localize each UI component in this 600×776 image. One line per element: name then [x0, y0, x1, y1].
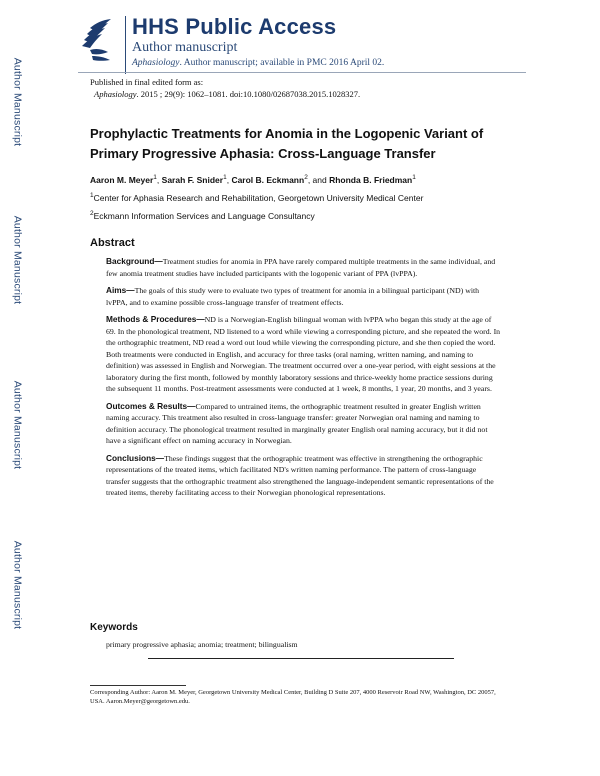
abstract-section-aims: Aims—The goals of this study were to evaluate two types of treatment for anomia in a bilingual participant (ND) with lvPPA, and to examine possible cross-language transfer of treatment effects.	[106, 285, 480, 307]
publication-info: Published in final edited form as: Aphasiology. 2015 ; 29(9): 1062–1081. doi:10.1080/02687038.2015.1028327.	[90, 76, 550, 100]
hhs-header	[78, 10, 518, 72]
abstract-section-methods: Methods & Procedures—ND is a Norwegian-English bilingual woman with lvPPA who began this study at the age of 69. In the phonological treatment, ND listened to a word while viewing a corresponding picture, and she repeated the word. In the orthographic treatment, ND read a word out loud while viewing the corresponding picture, and she then copied the word. Both treatments were conducted in English, and accuracy for three tasks (oral naming, written naming, and naming to definition) was assessed in English and Norwegian. The treatment occurred over a one-year period, with eight sessions at the laboratory during the first month, followed by monthly laboratory sessions and thrice-weekly home practice sessions during the subsequent 11 months. Post-treatment assessments were conducted at 1 week, 8 months, 1 year, 20 months, and 3 years.	[106, 314, 501, 393]
section-divider	[148, 658, 454, 659]
author: Rhonda B. Friedman$^1$	[329, 174, 416, 185]
abstract-section-results: Outcomes & Results—Compared to untrained items, the orthographic treatment resulted in greater English written naming accuracy. This treatment also resulted in cross-language transfer: greater Norwegian oral naming and naming to definition accuracy. The phonological treatment resulted in marginally greater English oral naming accuracy, but it did not have a significant effect on naming accuracy in Norwegian.	[106, 400, 488, 445]
side-label: Author Manuscript	[11, 540, 24, 630]
affiliation: $^1$Center for Aphasia Research and Rehabilitation, Georgetown University Medical Center	[90, 192, 424, 203]
journal-name: Aphasiology	[132, 58, 180, 68]
author-manuscript-label: Author manuscript	[132, 40, 238, 55]
header-divider	[125, 16, 126, 74]
hhs-eagle-logo-icon	[78, 16, 120, 62]
keywords-heading: Keywords	[90, 622, 138, 633]
affiliation: $^2$Eckmann Information Services and Language Consultancy	[90, 210, 315, 221]
abstract-body	[106, 256, 501, 505]
side-label: Author Manuscript	[11, 57, 24, 147]
abstract-section-background: Background—Treatment studies for anomia in PPA have rarely compared multiple treatments in the same individual, and few anomia treatment studies have included participants with the logopenic variant of PPA (lvPPA).	[106, 256, 496, 278]
author-list	[90, 174, 530, 185]
side-label: Author Manuscript	[11, 215, 24, 305]
keywords-list: primary progressive aphasia; anomia; treatment; bilingualism	[106, 640, 298, 649]
side-label: Author Manuscript	[11, 380, 24, 470]
availability-line: Aphasiology. Author manuscript; available in PMC 2016 April 02.	[132, 58, 385, 68]
hhs-title: HHS Public Access	[132, 14, 337, 39]
footnote-rule	[90, 685, 186, 686]
header-rule	[78, 72, 526, 73]
author: Carol B. Eckmann$^2$, and	[231, 174, 330, 185]
citation: Aphasiology. 2015 ; 29(9): 1062–1081. doi:10.1080/02687038.2015.1028327.	[94, 89, 361, 99]
paper-title: Prophylactic Treatments for Anomia in the Logopenic Variant of Primary Progressive Aphasia: Cross-Language Transfer	[90, 126, 484, 161]
abstract-section-conclusions: Conclusions—These findings suggest that the orthographic treatment was effective in strengthening the orthographic representations of the treated items, which facilitated ND's written naming performance. The pattern of cross-language transfer suggests that the orthographic treatment also strengthened the language-independent semantic representations of the treated items, thereby facilitating access to their Norwegian phonological representations.	[106, 452, 494, 497]
corresponding-author-footnote: Corresponding Author: Aaron M. Meyer, Georgetown University Medical Center, Building D Suite 207, 4000 Reservoir Road NW, Washington, DC 20057, USA. Aaron.Meyer@georgetown.edu.	[90, 689, 496, 705]
author: Aaron M. Meyer$^1$,	[90, 174, 162, 185]
abstract-heading: Abstract	[90, 237, 135, 249]
author: Sarah F. Snider$^1$,	[161, 174, 232, 185]
